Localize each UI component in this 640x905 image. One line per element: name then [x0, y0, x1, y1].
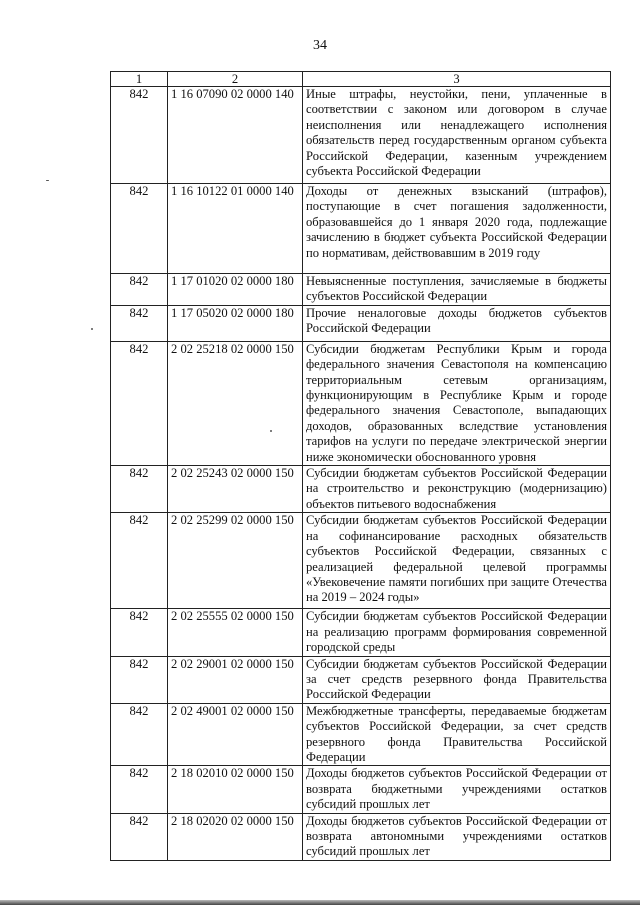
admin-code-cell: 842 — [111, 703, 168, 766]
page-number: 34 — [313, 38, 327, 53]
admin-code-cell: 842 — [111, 184, 168, 274]
table-row — [111, 274, 611, 306]
admin-code-cell: 842 — [111, 656, 168, 703]
description-cell: Невыясненные поступления, зачисляемые в бюджеты субъектов Российской Федерации — [303, 274, 611, 306]
revenue-code-cell: 2 02 25218 02 0000 150 — [168, 341, 303, 465]
description-cell: Субсидии бюджетам субъектов Российской Федерации на строительство и реконструкцию (модернизацию) объектов питьевого водоснабжения — [303, 466, 611, 513]
table-row — [111, 766, 611, 813]
revenue-code-cell: 2 18 02010 02 0000 150 — [168, 766, 303, 813]
table-row — [111, 184, 611, 274]
table-row — [111, 813, 611, 860]
scan-bottom-edge — [0, 900, 640, 905]
income-codes-table — [110, 71, 611, 861]
revenue-code-cell: 1 16 07090 02 0000 140 — [168, 87, 303, 184]
admin-code-cell: 842 — [111, 274, 168, 306]
admin-code-cell: 842 — [111, 87, 168, 184]
table-row — [111, 341, 611, 465]
admin-code-cell: 842 — [111, 609, 168, 656]
description-cell: Субсидии бюджетам Республики Крым и города федерального значения Севастополя на компенсацию территориальным сетевым организациям, функционирующим в Республике Крым и городе федерального значения Севастополе, выпадающих доходов, образованных вследствие установления тарифов на услуги по передаче электрической энергии ниже экономически обоснованного уровня — [303, 341, 611, 465]
table-row — [111, 609, 611, 656]
table-header-row — [111, 72, 611, 87]
admin-code-cell: 842 — [111, 466, 168, 513]
revenue-code-cell: 2 02 25555 02 0000 150 — [168, 609, 303, 656]
column-header: 2 — [168, 72, 303, 87]
scan-speck — [91, 328, 93, 330]
revenue-code-cell: 1 17 05020 02 0000 180 — [168, 305, 303, 341]
description-cell: Межбюджетные трансферты, передаваемые бюджетам субъектов Российской Федерации, за счет средств резервного фонда Правительства Российской Федерации — [303, 703, 611, 766]
description-cell: Доходы от денежных взысканий (штрафов), поступающие в счет погашения задолженности, образовавшейся до 1 января 2020 года, подлежащие зачислению в бюджет субъекта Российской Федерации по нормативам, действовавшим в 2019 году — [303, 184, 611, 274]
scan-speck — [270, 430, 272, 432]
admin-code-cell: 842 — [111, 305, 168, 341]
revenue-code-cell: 2 02 25299 02 0000 150 — [168, 513, 303, 609]
revenue-code-cell: 2 02 29001 02 0000 150 — [168, 656, 303, 703]
scan-speck — [46, 180, 49, 181]
revenue-code-cell: 1 16 10122 01 0000 140 — [168, 184, 303, 274]
table-row — [111, 656, 611, 703]
revenue-code-cell: 2 02 49001 02 0000 150 — [168, 703, 303, 766]
revenue-code-cell: 2 18 02020 02 0000 150 — [168, 813, 303, 860]
description-cell: Доходы бюджетов субъектов Российской Федерации от возврата бюджетными учреждениями остатков субсидий прошлых лет — [303, 766, 611, 813]
column-header: 1 — [111, 72, 168, 87]
description-cell: Прочие неналоговые доходы бюджетов субъектов Российской Федерации — [303, 305, 611, 341]
table-row — [111, 305, 611, 341]
table-row — [111, 703, 611, 766]
description-cell: Субсидии бюджетам субъектов Российской Федерации за счет средств резервного фонда Правительства Российской Федерации — [303, 656, 611, 703]
revenue-code-cell: 2 02 25243 02 0000 150 — [168, 466, 303, 513]
admin-code-cell: 842 — [111, 813, 168, 860]
description-cell: Иные штрафы, неустойки, пени, уплаченные в соответствии с законом или договором в случае неисполнения или ненадлежащего исполнения обязательств перед государственным органом субъекта Российской Федерации, казенным учреждением субъекта Российской Федерации — [303, 87, 611, 184]
table-row — [111, 513, 611, 609]
table-row — [111, 466, 611, 513]
description-cell: Субсидии бюджетам субъектов Российской Федерации на реализацию программ формирования современной городской среды — [303, 609, 611, 656]
admin-code-cell: 842 — [111, 766, 168, 813]
revenue-code-cell: 1 17 01020 02 0000 180 — [168, 274, 303, 306]
description-cell: Субсидии бюджетам субъектов Российской Федерации на софинансирование расходных обязательств субъектов Российской Федерации, связанных с реализацией федеральной целевой программы «Увековечение памяти погибших при защите Отечества на 2019 – 2024 годы» — [303, 513, 611, 609]
table-row — [111, 87, 611, 184]
admin-code-cell: 842 — [111, 513, 168, 609]
column-header: 3 — [303, 72, 611, 87]
admin-code-cell: 842 — [111, 341, 168, 465]
description-cell: Доходы бюджетов субъектов Российской Федерации от возврата автономными учреждениями остатков субсидий прошлых лет — [303, 813, 611, 860]
